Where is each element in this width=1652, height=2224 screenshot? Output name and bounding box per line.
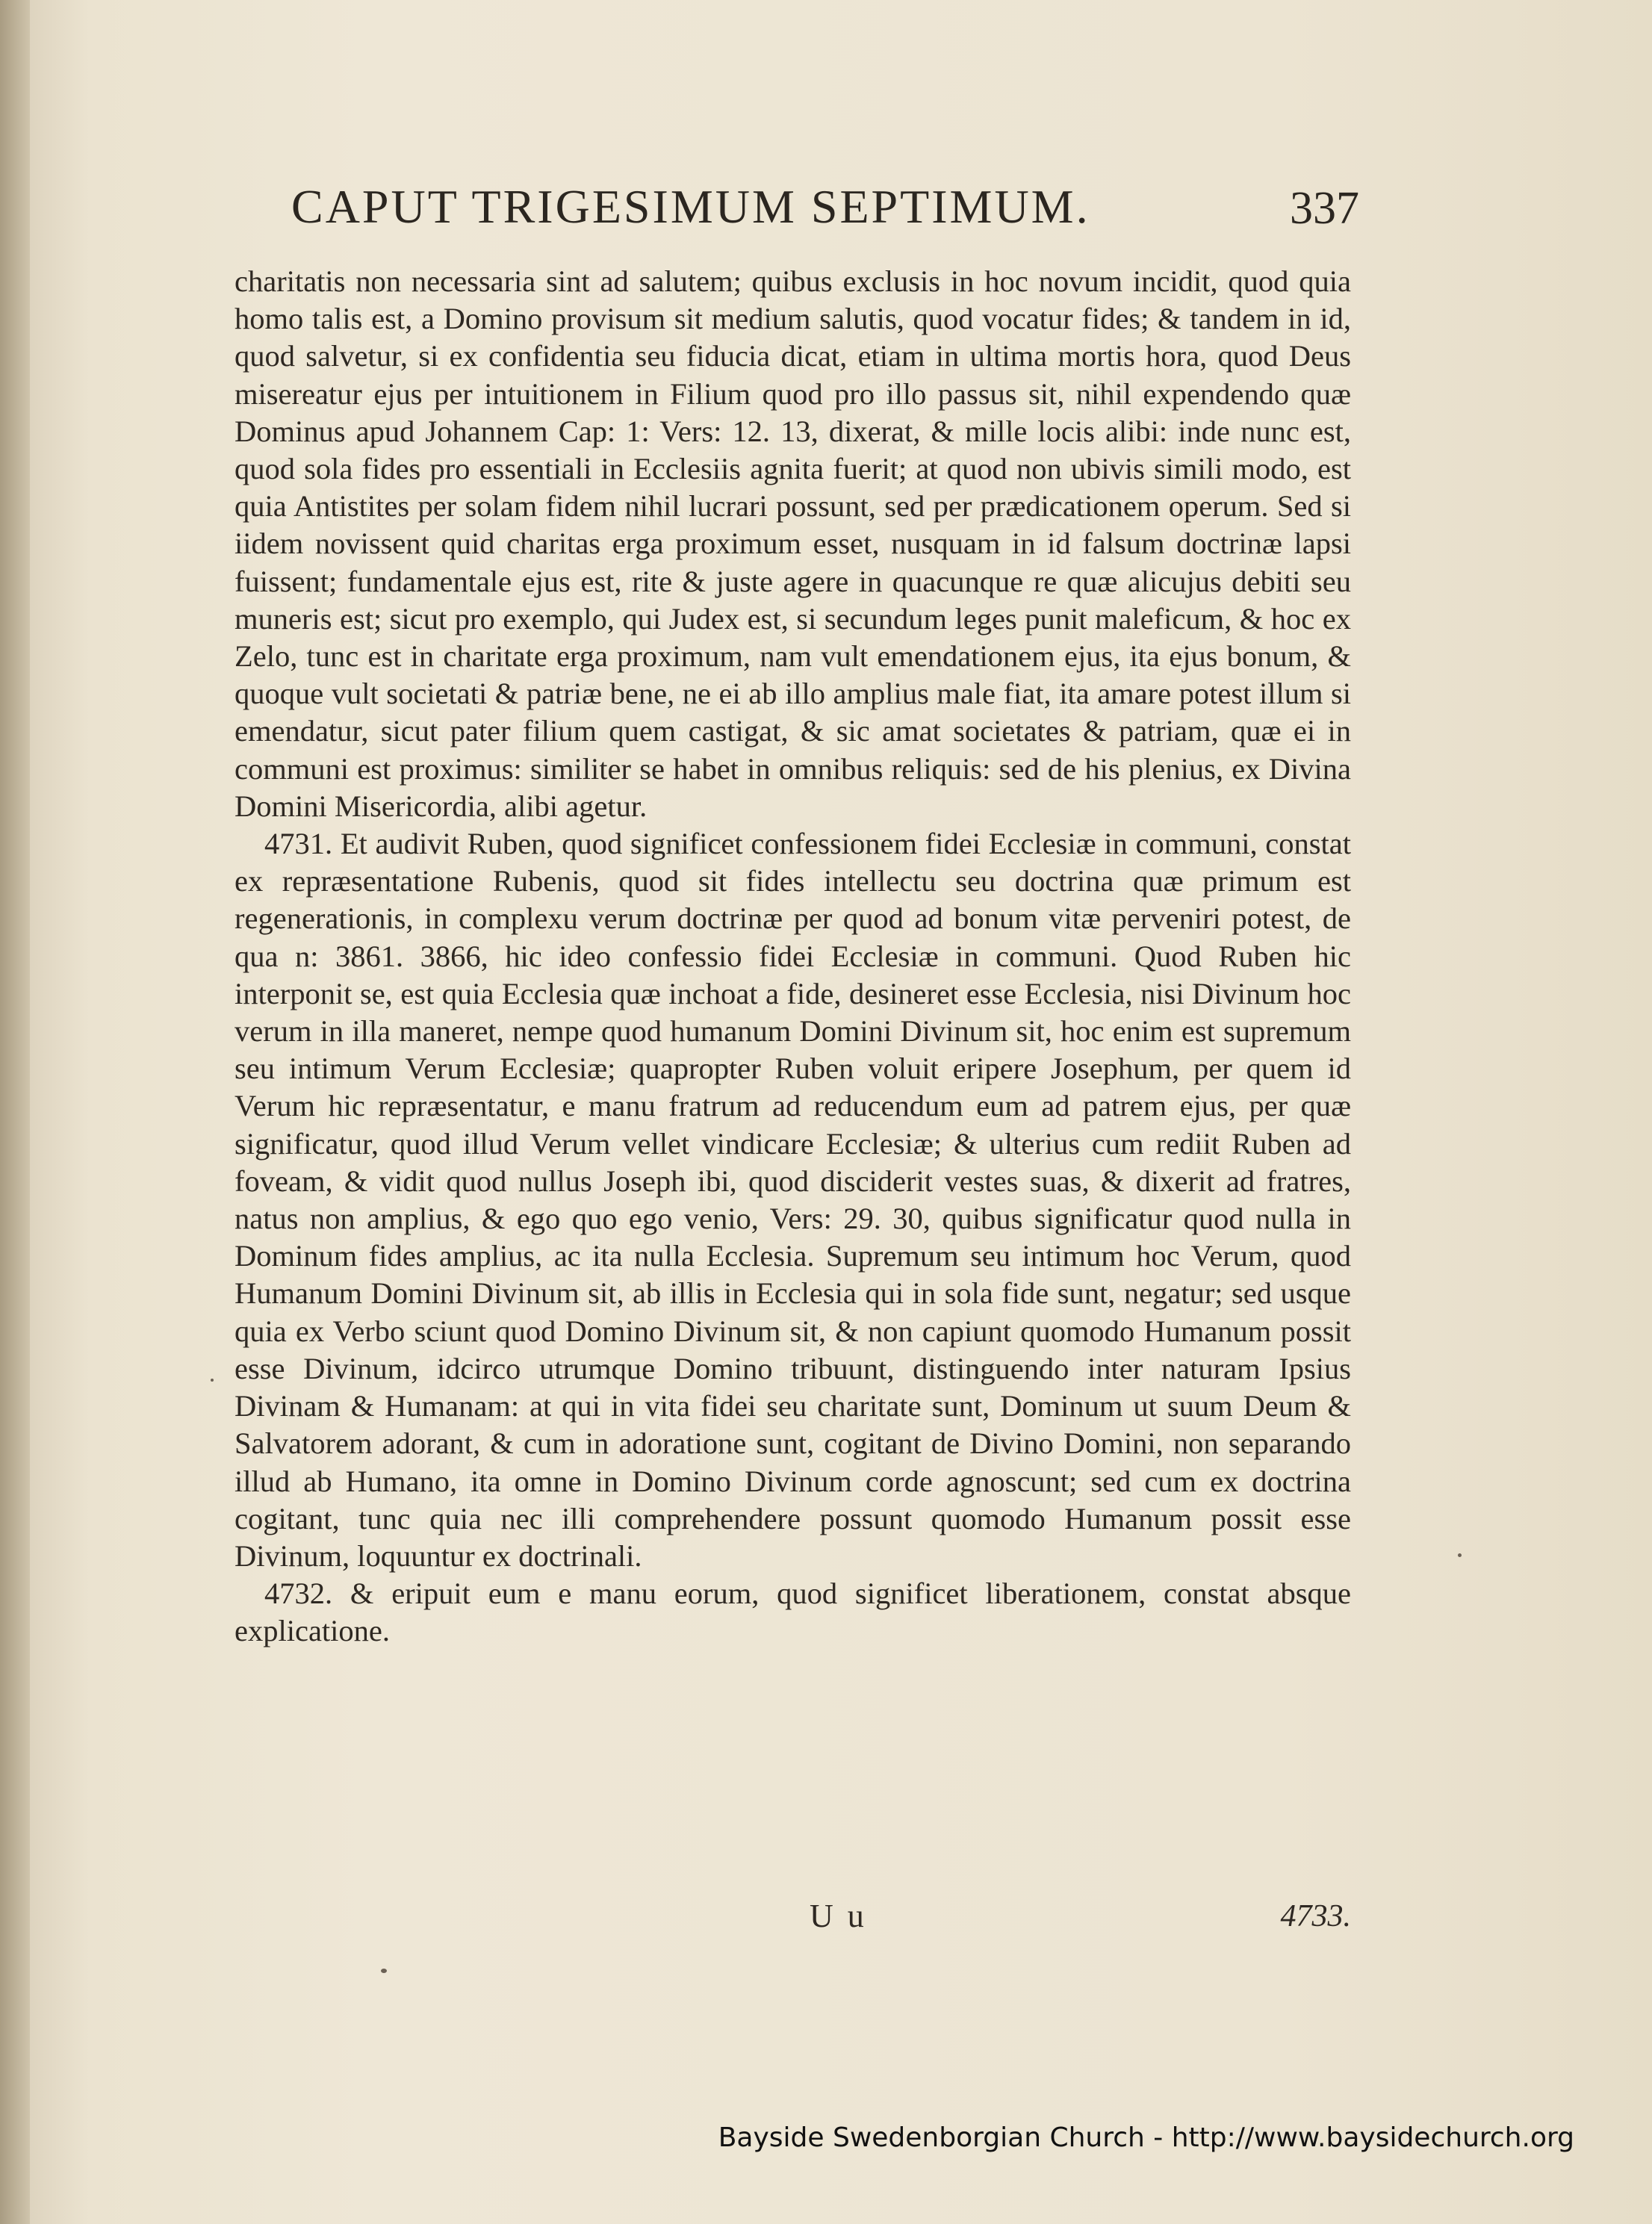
signature-mark: U u [810,1898,867,1934]
watermark [0,2122,1652,2175]
page-header [291,179,1359,246]
paper-speck [381,1969,387,1973]
paper-speck [1458,1553,1462,1557]
paper-speck [211,1379,214,1382]
catchword: 4733. [1280,1899,1351,1933]
book-gutter [0,0,30,2224]
page-number: 337 [1290,183,1359,234]
page-footer [235,1897,1351,1942]
paragraph-continued: charitatis non necessaria sint ad salutem; quibus exclusis in hoc novum incidit, quod quia homo talis est, a Domino provisum sit medium salutis, quod vocatur fides; & tandem in id, quod salvetur, si ex confidentia seu fiducia dicat, etiam in ultima mortis hora, quod Deus misereatur ejus per intuitionem in Filium quod pro illo passus sit, nihil expendendo quæ Dominus apud Johannem Cap: 1: Vers: 12. 13, dixerat, & mille locis alibi: inde nunc est, quod sola fides pro essentiali in Ecclesiis agnita fuerit; at quod non ubivis simili modo, est quia Antistites per solam fidem nihil lucrari possunt, sed per prædicationem operum. Sed si iidem novissent quid charitas erga proximum esset, nusquam in id falsum doctrinæ lapsi fuissent; fundamentale ejus est, rite & juste agere in quacunque re quæ alicujus debiti seu muneris est; sicut pro exemplo, qui Judex est, si secundum leges punit maleficum, & hoc ex Zelo, tunc est in charitate erga proximum, nam vult emendationem ejus, ita ejus bonum, & quoque vult societati & patriæ bene, ne ei ab illo amplius male fiat, ita amare potest illum si emendatur, sicut pater filium quem castigat, & sic amat societates & patriam, quæ ei in communi est proximus: similiter se habet in omnibus reliquis: sed de his plenius, ex Divina Domini Misericordia, alibi agetur. [235,264,1351,823]
body-text [235,263,1351,1650]
paragraph-4732: 4732. & eripuit eum e manu eorum, quod significet liberationem, constat absque explicatione. [235,1577,1351,1648]
running-head: CAPUT TRIGESIMUM SEPTIMUM. [291,180,1090,233]
watermark-text: Bayside Swedenborgian Church - http://www.baysidechurch.org [718,2122,1574,2153]
paragraph-4731: 4731. Et audivit Ruben, quod significet confessionem fidei Ecclesiæ in communi, constat ex repræsentatione Rubenis, quod sit fides intellectu seu doctrina quæ primum est regenerationis, in complexu verum doctrinæ per quod ad bonum vitæ perveniri potest, de qua n: 3861. 3866, hic ideo confessio fidei Ecclesiæ in communi. Quod Ruben hic interponit se, est quia Ecclesia quæ inchoat a fide, desineret esse Ecclesia, nisi Divinum hoc verum in illa maneret, nempe quod humanum Domini Divinum sit, hoc enim est supremum seu intimum Verum Ecclesiæ; quapropter Ruben voluit eripere Josephum, per quem id Verum hic repræsentatur, e manu fratrum ad reducendum eum ad patrem ejus, per quæ significatur, quod illud Verum vellet vindicare Ecclesiæ; & ulterius cum rediit Ruben ad foveam, & vidit quod nullus Joseph ibi, quod disciderit vestes suas, & dixerit ad fratres, natus non amplius, & ego quo ego venio, Vers: 29. 30, quibus significatur quod nulla in Dominum fides amplius, ac ita nulla Ecclesia. Supremum seu intimum hoc Verum, quod Humanum Domini Divinum sit, ab illis in Ecclesia qui in sola fide sunt, negatur; sed usque quia ex Verbo sciunt quod Domino Divinum sit, & non capiunt quomodo Humanum possit esse Divinum, idcirco utrumque Domino tribuunt, distinguendo inter naturam Ipsius Divinam & Humanam: at qui in vita fidei seu charitate sunt, Dominum ut suum Deum & Salvatorem adorant, & cum in adoratione sunt, cogitant de Divino Domini, non separando illud ab Humano, ita omne in Domino Divinum corde agnoscunt; sed cum ex doctrina cogitant, tunc quia nec illi comprehendere possunt quomodo Humanum possit esse Divinum, loquuntur ex doctrinali. [235,827,1351,1573]
